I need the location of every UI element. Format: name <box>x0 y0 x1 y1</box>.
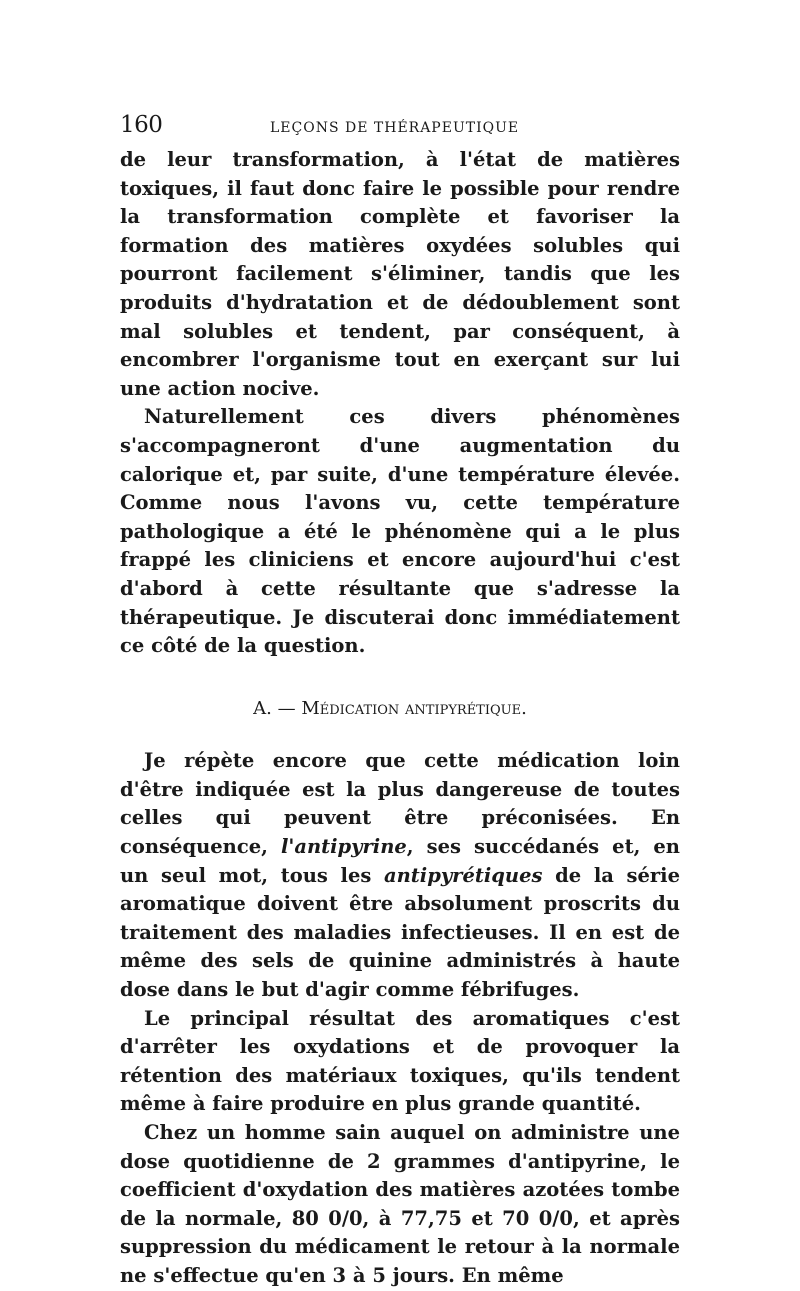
section-letter: A. — <box>253 697 302 719</box>
paragraph-3 <box>120 747 680 1004</box>
section-heading <box>120 695 680 724</box>
page-header <box>120 112 680 146</box>
page-number: 160 <box>120 112 163 138</box>
italic-antipyrine: l'antipyrine <box>280 835 407 859</box>
paragraph-5: Chez un homme sain auquel on administre une dose quotidienne de 2 grammes d'antipyrine, le coefficient d'oxydation des matières azotées tombe de la normale, 80 0/0, à 77,75 et 70 0/0, et après suppression du médicament le retour à la normale ne s'effectue qu'en 3 à 5 jours. En même <box>120 1121 680 1287</box>
paragraph-3-part2: , ses succédanés et, en un seul mot, tous les <box>120 835 680 887</box>
section-title: Médication antipyrétique. <box>301 697 527 719</box>
running-title: LEÇONS DE THÉRAPEUTIQUE <box>270 120 520 136</box>
italic-antipyretiques: antipyrétiques <box>383 863 543 887</box>
paragraph-3-part3: de la série aromatique doivent être absolument proscrits du traitement des maladies infectieuses. Il en est de même des sels de quinine administrés à haute dose dans le but d'agir comme fébrifuges. <box>120 863 680 1002</box>
paragraph-4: Le principal résultat des aromatiques c'est d'arrêter les oxydations et de provoquer la rétention des matériaux toxiques, qu'ils tendent même à faire produire en plus grande quantité. <box>120 1006 680 1116</box>
paragraph-3-part1: Je répète encore que cette médication loin d'être indiquée est la plus dangereuse de toutes celles qui peuvent être préconisées. En conséquence, <box>120 749 680 859</box>
body-text <box>120 146 680 1291</box>
book-page <box>120 112 680 1291</box>
paragraph-2: Naturellement ces divers phénomènes s'accompagneront d'une augmentation du calorique et, par suite, d'une température élevée. Comme nous l'avons vu, cette température pathologique a été le phénomène qui a le plus frappé les cliniciens et encore aujourd'hui c'est d'abord à cette résultante que s'adresse la thérapeutique. Je discuterai donc immédiatement ce côté de la question. <box>120 405 680 658</box>
paragraph-1: de leur transformation, à l'état de matières toxiques, il faut donc faire le possible pour rendre la transformation complète et favoriser la formation des matières oxydées solubles qui pourront facilement s'éliminer, tandis que les produits d'hydratation et de dédoublement sont mal solubles et tendent, par conséquent, à encombrer l'organisme tout en exerçant sur lui une action nocive. <box>120 148 680 400</box>
